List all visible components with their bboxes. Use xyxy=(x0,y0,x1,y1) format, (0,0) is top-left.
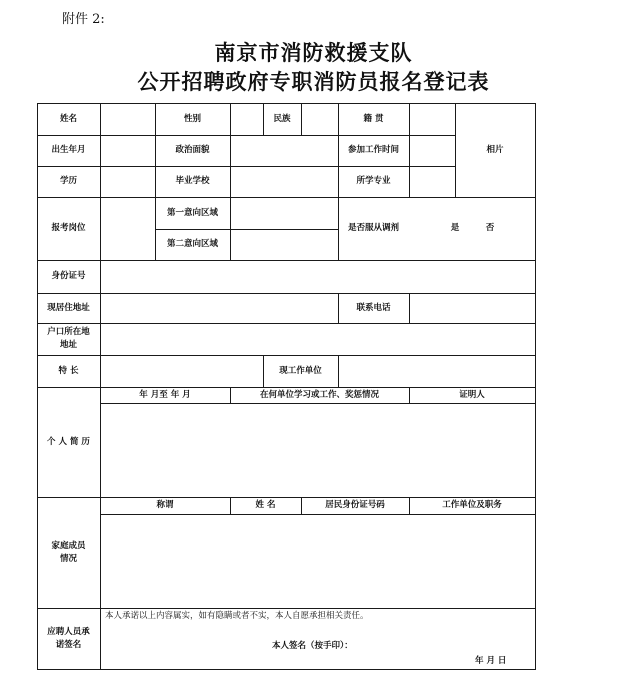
label-applied-position: 报考岗位 xyxy=(51,223,86,234)
label-work-start-date: 参加工作时间 xyxy=(347,145,399,156)
label-family-line2: 情况 xyxy=(59,553,77,564)
label-applicant-pledge xyxy=(37,608,100,669)
work-start-date-field[interactable] xyxy=(409,135,455,166)
label-specialty: 特 长 xyxy=(58,365,79,376)
label-first-choice-area: 第一意向区域 xyxy=(166,207,218,218)
form-title-line1: 南京市消防救援支队 xyxy=(214,40,413,65)
label-ethnicity: 民族 xyxy=(273,113,291,124)
current-employer-field[interactable] xyxy=(338,355,535,387)
label-current-address: 现居住地址 xyxy=(47,302,90,313)
ethnicity-field[interactable] xyxy=(301,103,338,135)
label-family xyxy=(37,497,100,608)
resume-field[interactable] xyxy=(100,403,535,497)
label-photo[interactable]: 相片 xyxy=(486,144,504,155)
current-address-field[interactable] xyxy=(100,293,338,323)
major-field[interactable] xyxy=(409,166,455,197)
label-education: 学历 xyxy=(59,176,77,187)
label-obey-assignment: 是否服从调剂 xyxy=(347,223,399,234)
gender-field[interactable] xyxy=(230,103,263,135)
second-choice-area-field[interactable] xyxy=(230,229,338,260)
label-graduated-school: 毕业学校 xyxy=(175,176,210,187)
birth-date-field[interactable] xyxy=(100,135,155,166)
id-number-field[interactable] xyxy=(100,260,535,293)
label-hukou-address-line1: 户口所在地 xyxy=(47,327,90,338)
date-label[interactable]: 年 月 日 xyxy=(475,655,507,666)
label-gender: 性别 xyxy=(183,113,201,124)
specialty-field[interactable] xyxy=(100,355,263,387)
native-place-field[interactable] xyxy=(409,103,455,135)
label-name: 姓名 xyxy=(59,113,77,124)
graduated-school-field[interactable] xyxy=(230,166,338,197)
label-birth-date: 出生年月 xyxy=(51,145,86,156)
label-second-choice-area: 第二意向区域 xyxy=(166,239,218,250)
hukou-address-field[interactable] xyxy=(100,323,535,355)
family-relation-header: 称谓 xyxy=(156,500,174,511)
family-id-header: 居民身份证号码 xyxy=(325,500,385,511)
option-no[interactable]: 否 xyxy=(485,223,495,234)
pledge-text: 本人承诺以上内容属实，如有隐瞒或者不实，本人自愿承担相关责任。 xyxy=(105,610,369,621)
label-contact-phone: 联系电话 xyxy=(356,302,391,313)
family-employer-header: 工作单位及职务 xyxy=(442,500,502,511)
label-hukou-address xyxy=(37,323,100,355)
first-choice-area-field[interactable] xyxy=(230,197,338,229)
label-major: 所学专业 xyxy=(356,176,391,187)
education-field[interactable] xyxy=(100,166,155,197)
label-applicant-pledge-line2: 诺签名 xyxy=(55,639,82,650)
attachment-label: 附件 2: xyxy=(62,12,105,27)
resume-witness-header: 证明人 xyxy=(459,389,485,400)
family-field[interactable] xyxy=(100,514,535,608)
label-id-number: 身份证号 xyxy=(51,271,86,282)
label-applicant-pledge-line1: 应聘人员承 xyxy=(47,626,90,637)
applied-position-field[interactable] xyxy=(100,197,155,260)
name-field[interactable] xyxy=(100,103,155,135)
family-name-header: 姓 名 xyxy=(255,500,276,511)
label-family-line1: 家庭成员 xyxy=(51,540,86,551)
label-resume: 个 人 简 历 xyxy=(47,436,90,447)
option-yes[interactable]: 是 xyxy=(450,223,460,234)
label-hukou-address-line2: 地址 xyxy=(59,340,77,350)
form-title-line2: 公开招聘政府专职消防员报名登记表 xyxy=(137,69,490,94)
label-political-status: 政治面貌 xyxy=(175,145,210,156)
label-current-employer: 现工作单位 xyxy=(279,365,322,376)
resume-period-header: 年 月至 年 月 xyxy=(139,389,191,400)
political-status-field[interactable] xyxy=(230,135,338,166)
label-native-place: 籍 贯 xyxy=(363,113,384,124)
contact-phone-field[interactable] xyxy=(409,293,535,323)
signature-label[interactable]: 本人签名（按手印）： xyxy=(272,640,353,651)
resume-detail-header: 在何单位学习或工作、奖惩情况 xyxy=(259,389,379,400)
